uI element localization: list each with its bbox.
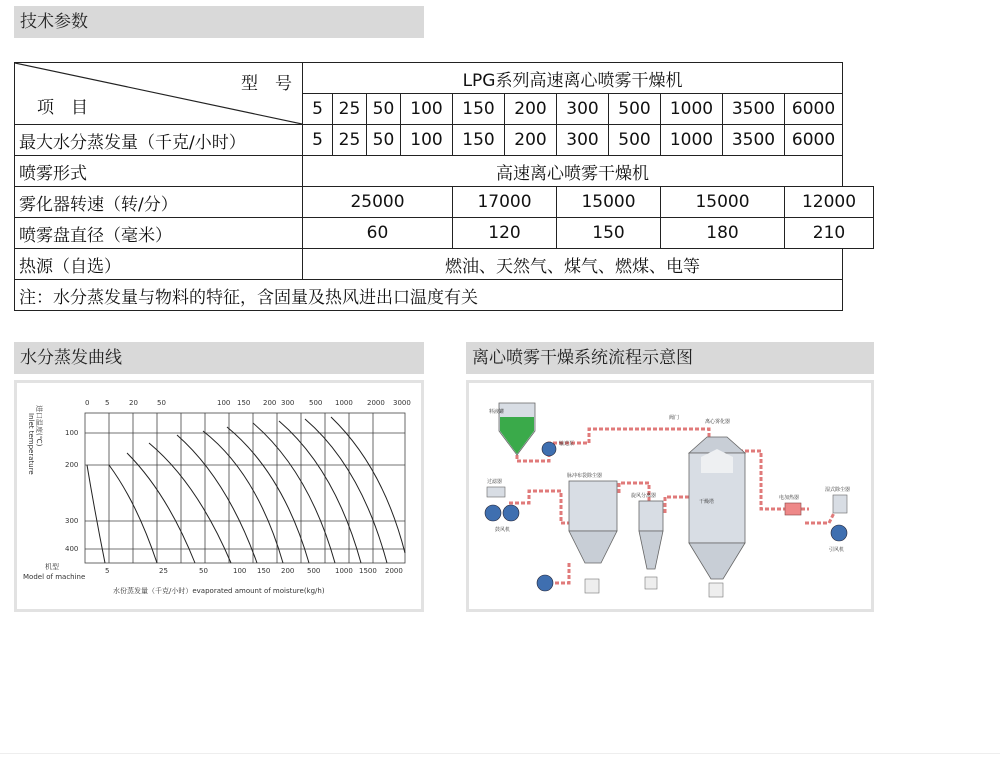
- value-cell: 25000: [303, 187, 453, 218]
- model-cell: 6000: [785, 94, 843, 125]
- top-tick: 20: [129, 399, 138, 407]
- model-cell: 500: [609, 94, 661, 125]
- evaporation-row: [15, 125, 874, 156]
- model-label-en: Model of machine: [23, 573, 86, 581]
- model-cell: 200: [505, 94, 557, 125]
- feed-tank-label: 料液罐: [489, 409, 505, 415]
- disc-diameter-row: [15, 218, 874, 249]
- bottom-divider: [0, 753, 1000, 754]
- value-cell: 15000: [661, 187, 785, 218]
- model-cell: 3500: [723, 94, 785, 125]
- evaporation-curve: [17, 383, 421, 609]
- value-cell: 60: [303, 218, 453, 249]
- x-axis-label: 水份蒸发量（千克/小时）evaporated amount of moisture(kg/h): [113, 587, 325, 595]
- heater-label: 电加热器: [779, 495, 800, 501]
- bottom-tick: 1500: [359, 567, 377, 575]
- value-cell: 25: [333, 125, 367, 156]
- model-cell: 150: [453, 94, 505, 125]
- value-cell: 1000: [661, 125, 723, 156]
- flow-diagram: [469, 383, 871, 609]
- feed-tank: [499, 403, 535, 455]
- series-name: LPG系列高速离心喷雾干燥机: [303, 63, 843, 94]
- model-cell: 5: [303, 94, 333, 125]
- top-tick: 100: [217, 399, 231, 407]
- row-label: 喷雾盘直径（毫米）: [15, 218, 303, 249]
- dryer-label: 干燥塔: [699, 499, 715, 505]
- bottom-tick: 100: [233, 567, 247, 575]
- curve-grid: [85, 413, 405, 563]
- value-cell: 180: [661, 218, 785, 249]
- bottom-tick: 200: [281, 567, 295, 575]
- bottom-tick: 1000: [335, 567, 353, 575]
- spec-table: [14, 62, 874, 311]
- top-tick: 0: [85, 399, 90, 407]
- feed-pump-label: 输送泵: [559, 441, 575, 447]
- value-cell: 210: [785, 218, 874, 249]
- atomizer-speed-row: [15, 187, 874, 218]
- value-cell: 500: [609, 125, 661, 156]
- y-tick: 100: [65, 429, 79, 437]
- value-cell: 3500: [723, 125, 785, 156]
- value-cell: 200: [505, 125, 557, 156]
- row-label: 喷雾形式: [15, 156, 303, 187]
- top-tick: 150: [237, 399, 251, 407]
- flow-section-title: 离心喷雾干燥系统流程示意图: [466, 342, 874, 374]
- value-cell: 高速离心喷雾干燥机: [303, 156, 843, 187]
- bottom-tick: 50: [199, 567, 208, 575]
- bag-filter-label: 脉冲布袋除尘器: [567, 473, 603, 479]
- curve-section-title: 水分蒸发曲线: [14, 342, 424, 374]
- curve-frame: [14, 380, 424, 612]
- value-cell: 6000: [785, 125, 843, 156]
- row-label: 最大水分蒸发量（千克/小时）: [15, 125, 303, 156]
- bottom-tick: 25: [159, 567, 168, 575]
- product-bins: [585, 577, 723, 597]
- heater-box: [785, 503, 801, 515]
- value-cell: 150: [453, 125, 505, 156]
- model-cell: 1000: [661, 94, 723, 125]
- drying-tower: [689, 437, 745, 579]
- cyclone-label: 旋风分离器: [631, 493, 657, 499]
- bottom-tick: 500: [307, 567, 321, 575]
- y-label-en: Inlet temperature: [27, 413, 35, 475]
- spray-mode-row: [15, 156, 874, 187]
- value-cell: 燃油、天然气、煤气、燃煤、电等: [303, 249, 843, 280]
- model-label-cn: 机型: [45, 563, 59, 571]
- value-cell: 120: [453, 218, 557, 249]
- bottom-tick: 150: [257, 567, 271, 575]
- cyclone: [639, 501, 663, 569]
- model-cell: 25: [333, 94, 367, 125]
- item-header: 项 目: [37, 98, 88, 118]
- scrubber-label: 湿式除尘器: [825, 487, 851, 493]
- table-note: 注：水分蒸发量与物料的特征，含固量及热风进出口温度有关: [15, 280, 843, 311]
- value-cell: 50: [367, 125, 401, 156]
- value-cell: 17000: [453, 187, 557, 218]
- top-tick: 300: [281, 399, 295, 407]
- top-tick: 1000: [335, 399, 353, 407]
- note-row: [15, 280, 874, 311]
- params-section-title: 技术参数: [14, 6, 424, 38]
- value-cell: 5: [303, 125, 333, 156]
- top-tick: 500: [309, 399, 323, 407]
- valve-label: 阀门: [669, 415, 680, 421]
- blower-label: 鼓风机: [495, 527, 511, 533]
- value-cell: 100: [401, 125, 453, 156]
- value-cell: 15000: [557, 187, 661, 218]
- bottom-tick: 2000: [385, 567, 403, 575]
- flow-frame: [466, 380, 874, 612]
- top-tick: 50: [157, 399, 166, 407]
- value-cell: 300: [557, 125, 609, 156]
- top-tick: 5: [105, 399, 110, 407]
- row-label: 热源（自选）: [15, 249, 303, 280]
- top-tick: 2000: [367, 399, 385, 407]
- row-label: 雾化器转速（转/分）: [15, 187, 303, 218]
- y-tick: 300: [65, 517, 79, 525]
- filter-label: 过滤器: [487, 479, 503, 485]
- model-cell: 100: [401, 94, 453, 125]
- model-cell: 300: [557, 94, 609, 125]
- top-tick: 200: [263, 399, 277, 407]
- header-diagonal-cell: [15, 63, 303, 125]
- pump-icons: [485, 442, 847, 591]
- value-cell: 150: [557, 218, 661, 249]
- scrubber: [833, 495, 847, 513]
- atomizer-label: 离心雾化器: [705, 419, 731, 425]
- bottom-tick: 5: [105, 567, 110, 575]
- y-label-cn: 进口温度(℃): [35, 405, 43, 447]
- top-tick: 3000: [393, 399, 411, 407]
- value-cell: 12000: [785, 187, 874, 218]
- model-header: 型 号: [241, 74, 292, 94]
- y-tick: 200: [65, 461, 79, 469]
- model-cell: 50: [367, 94, 401, 125]
- y-tick: 400: [65, 545, 79, 553]
- heat-source-row: [15, 249, 874, 280]
- fan-label: 引风机: [829, 547, 845, 553]
- bag-filter: [569, 481, 617, 563]
- curve-lines: [87, 417, 405, 563]
- filter-box: [487, 487, 505, 497]
